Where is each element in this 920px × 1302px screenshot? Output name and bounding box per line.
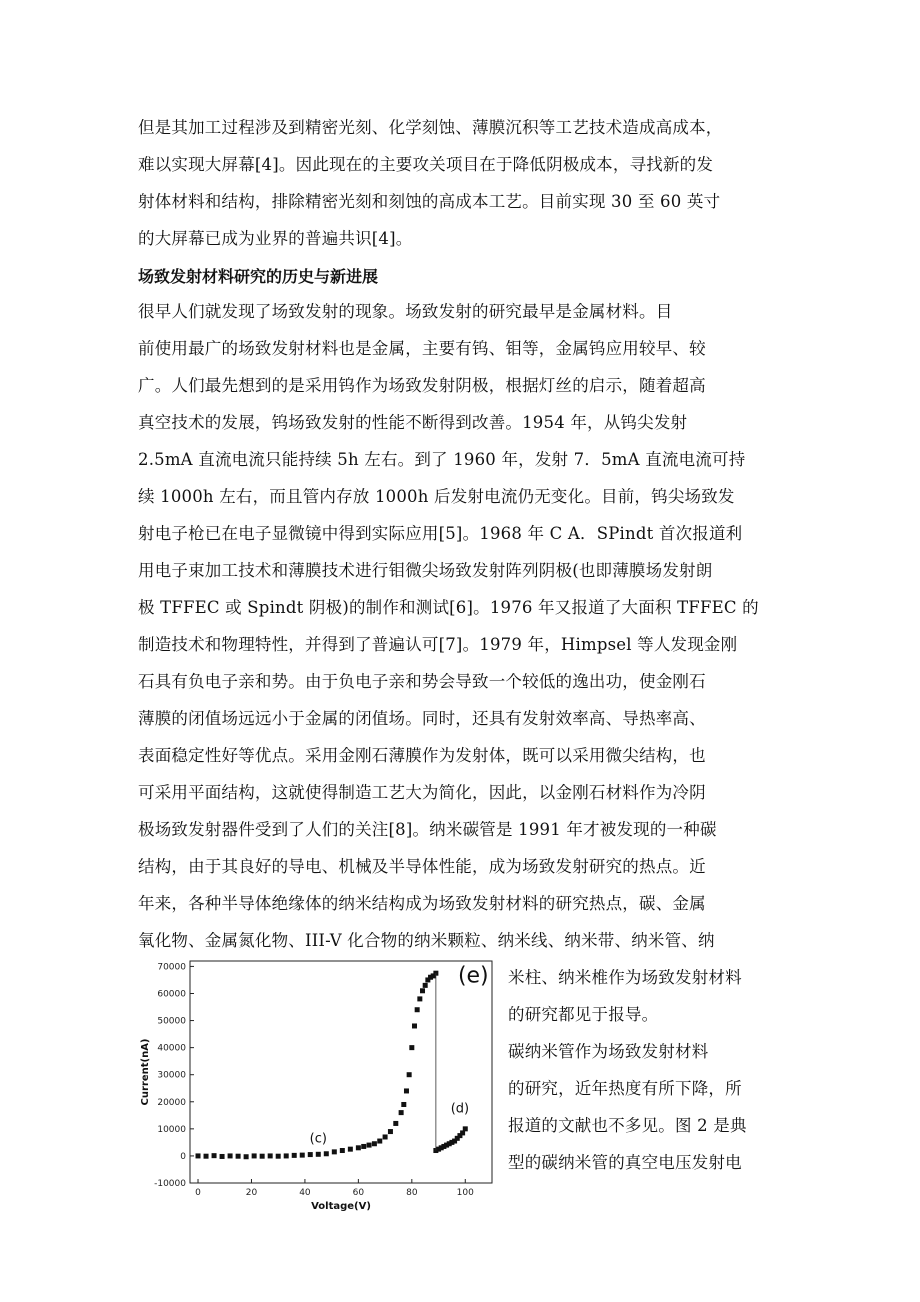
data-point <box>348 1147 353 1152</box>
data-point <box>332 1149 337 1154</box>
text-line: 薄膜的闭值场远远小于金属的闭值场。同时，还具有发射效率高、导热率高、 <box>138 709 706 728</box>
text-line: 难以实现大屏幕[4]。因此现在的主要攻关项目在于降低阴极成本，寻找新的发 <box>138 155 714 174</box>
data-point <box>367 1143 372 1148</box>
x-axis-label: Voltage(V) <box>311 1201 371 1212</box>
text-line: 石具有负电子亲和势。由于负电子亲和势会导致一个较低的逸出功，使金刚石 <box>138 672 706 691</box>
data-point <box>415 1007 420 1012</box>
text-line: 很早人们就发现了场致发射的现象。场致发射的研究最早是金属材料。目 <box>138 302 673 321</box>
data-point <box>417 996 422 1001</box>
annotation-d: (d) <box>450 1101 470 1117</box>
text-line: 续 1000h 左右，而且管内存放 1000h 后发射电流仍无变化。目前，钨尖场致发 <box>138 487 735 506</box>
y-tick-label: -10000 <box>154 1179 186 1189</box>
y-tick-label: 20000 <box>157 1097 186 1108</box>
y-tick-label: 10000 <box>157 1124 186 1135</box>
text-line: 前使用最广的场致发射材料也是金属，主要有钨、钼等，金属钨应用较早、较 <box>138 339 706 358</box>
data-point <box>340 1148 345 1153</box>
annotation-c: (c) <box>309 1131 327 1147</box>
y-tick-label: 40000 <box>157 1043 186 1054</box>
data-points <box>196 971 468 1160</box>
data-point <box>407 1072 412 1077</box>
text-line: 射体材料和结构，排除精密光刻和刻蚀的高成本工艺。目前实现 30 至 60 英寸 <box>138 192 721 211</box>
data-point <box>399 1110 404 1115</box>
text-line: 碳纳米管作为场致发射材料 <box>508 1042 709 1061</box>
data-point <box>244 1154 249 1159</box>
text-line: 2.5mA 直流电流只能持续 5h 左右。到了 1960 年，发射 7．5mA 直流电流可持 <box>138 450 746 469</box>
x-tick-label: 80 <box>406 1188 418 1198</box>
text-line: 型的碳纳米管的真空电压发射电 <box>508 1153 742 1172</box>
data-point <box>383 1134 388 1139</box>
x-axis <box>195 1179 474 1198</box>
data-point <box>204 1154 209 1159</box>
data-point <box>316 1152 321 1157</box>
text-line: 用电子束加工技术和薄膜技术进行钼微尖场致发射阵列阴极(也即薄膜场发射朗 <box>138 561 713 580</box>
text-line: 年来，各种半导体绝缘体的纳米结构成为场致发射材料的研究热点，碳、金属 <box>138 894 706 913</box>
text-line: 但是其加工过程涉及到精密光刻、化学刻蚀、薄膜沉积等工艺技术造成高成本， <box>138 118 723 137</box>
data-point <box>308 1152 313 1157</box>
text-line: 表面稳定性好等优点。采用金刚石薄膜作为发射体，既可以采用微尖结构，也 <box>138 746 706 765</box>
text-line: 的研究都见于报导。 <box>508 1005 659 1024</box>
section-heading: 场致发射材料研究的历史与新进展 <box>138 267 379 286</box>
data-point <box>393 1121 398 1126</box>
chart-svg <box>138 955 498 1215</box>
data-point <box>372 1141 377 1146</box>
data-point <box>220 1154 225 1159</box>
text-line: 的大屏幕已成为业界的普遍共识[4]。 <box>138 229 413 248</box>
data-point <box>196 1153 201 1158</box>
data-point <box>300 1153 305 1158</box>
data-point <box>404 1088 409 1093</box>
data-point <box>361 1144 366 1149</box>
text-line: 可采用平面结构，这就使得制造工艺大为简化，因此，以金刚石材料作为冷阴 <box>138 783 706 802</box>
y-axis <box>154 962 194 1189</box>
text-line: 制造技术和物理特性，并得到了普遍认可[7]。1979 年，Himpsel 等人发现金刚 <box>138 635 738 654</box>
data-point <box>463 1126 468 1131</box>
data-point <box>420 988 425 993</box>
x-tick-label: 60 <box>352 1188 365 1198</box>
data-point <box>252 1153 257 1158</box>
text-line: 极 TFFEC 或 Spindt 阴极)的制作和测试[6]。1976 年又报道了大面积 TFFEC 的 <box>138 598 759 617</box>
data-point <box>423 983 428 988</box>
x-tick-label: 0 <box>195 1188 201 1198</box>
y-tick-label: 60000 <box>157 989 186 1000</box>
y-tick-label: 70000 <box>157 962 186 973</box>
text-line: 氧化物、金属氮化物、III-V 化合物的纳米颗粒、纳米线、纳米带、纳米管、纳 <box>138 931 715 950</box>
data-point <box>268 1153 273 1158</box>
y-tick-label: 0 <box>180 1151 186 1162</box>
data-point <box>212 1153 217 1158</box>
text-line: 米柱、纳米椎作为场致发射材料 <box>508 968 742 987</box>
y-tick-label: 50000 <box>157 1016 186 1027</box>
text-line: 结构，由于其良好的导电、机械及半导体性能，成为场致发射研究的热点。近 <box>138 857 706 876</box>
data-point <box>276 1154 281 1159</box>
data-point <box>412 1023 417 1028</box>
iv-chart <box>138 955 498 1215</box>
y-tick-label: 30000 <box>157 1070 186 1081</box>
text-line: 的研究，近年热度有所下降，所 <box>508 1079 742 1098</box>
x-tick-label: 40 <box>299 1188 311 1198</box>
data-point <box>409 1045 414 1050</box>
text-line: 极场致发射器件受到了人们的关注[8]。纳米碳管是 1991 年才被发现的一种碳 <box>138 820 717 839</box>
data-point <box>377 1139 382 1144</box>
x-tick-label: 20 <box>245 1188 258 1198</box>
text-line: 射电子枪已在电子显微镜中得到实际应用[5]。1968 年 C A．SPindt 首次报道利 <box>138 524 743 543</box>
data-point <box>260 1154 265 1159</box>
x-tick-label: 100 <box>456 1188 474 1198</box>
y-axis-label: Current(nA) <box>140 1038 151 1106</box>
data-point <box>388 1129 393 1134</box>
data-point <box>324 1151 329 1156</box>
text-line: 真空技术的发展，钨场致发射的性能不断得到改善。1954 年，从钨尖发射 <box>138 413 688 432</box>
text-line: 报道的文献也不多见。图 2 是典 <box>508 1116 747 1135</box>
data-point <box>356 1145 361 1150</box>
data-point <box>228 1153 233 1158</box>
data-point <box>236 1154 241 1159</box>
annotation-e: (e) <box>457 963 489 989</box>
data-point <box>401 1102 406 1107</box>
data-point <box>292 1153 297 1158</box>
data-point <box>284 1153 289 1158</box>
text-line: 广。人们最先想到的是采用钨作为场致发射阴极，根据灯丝的启示，随着超高 <box>138 376 706 395</box>
